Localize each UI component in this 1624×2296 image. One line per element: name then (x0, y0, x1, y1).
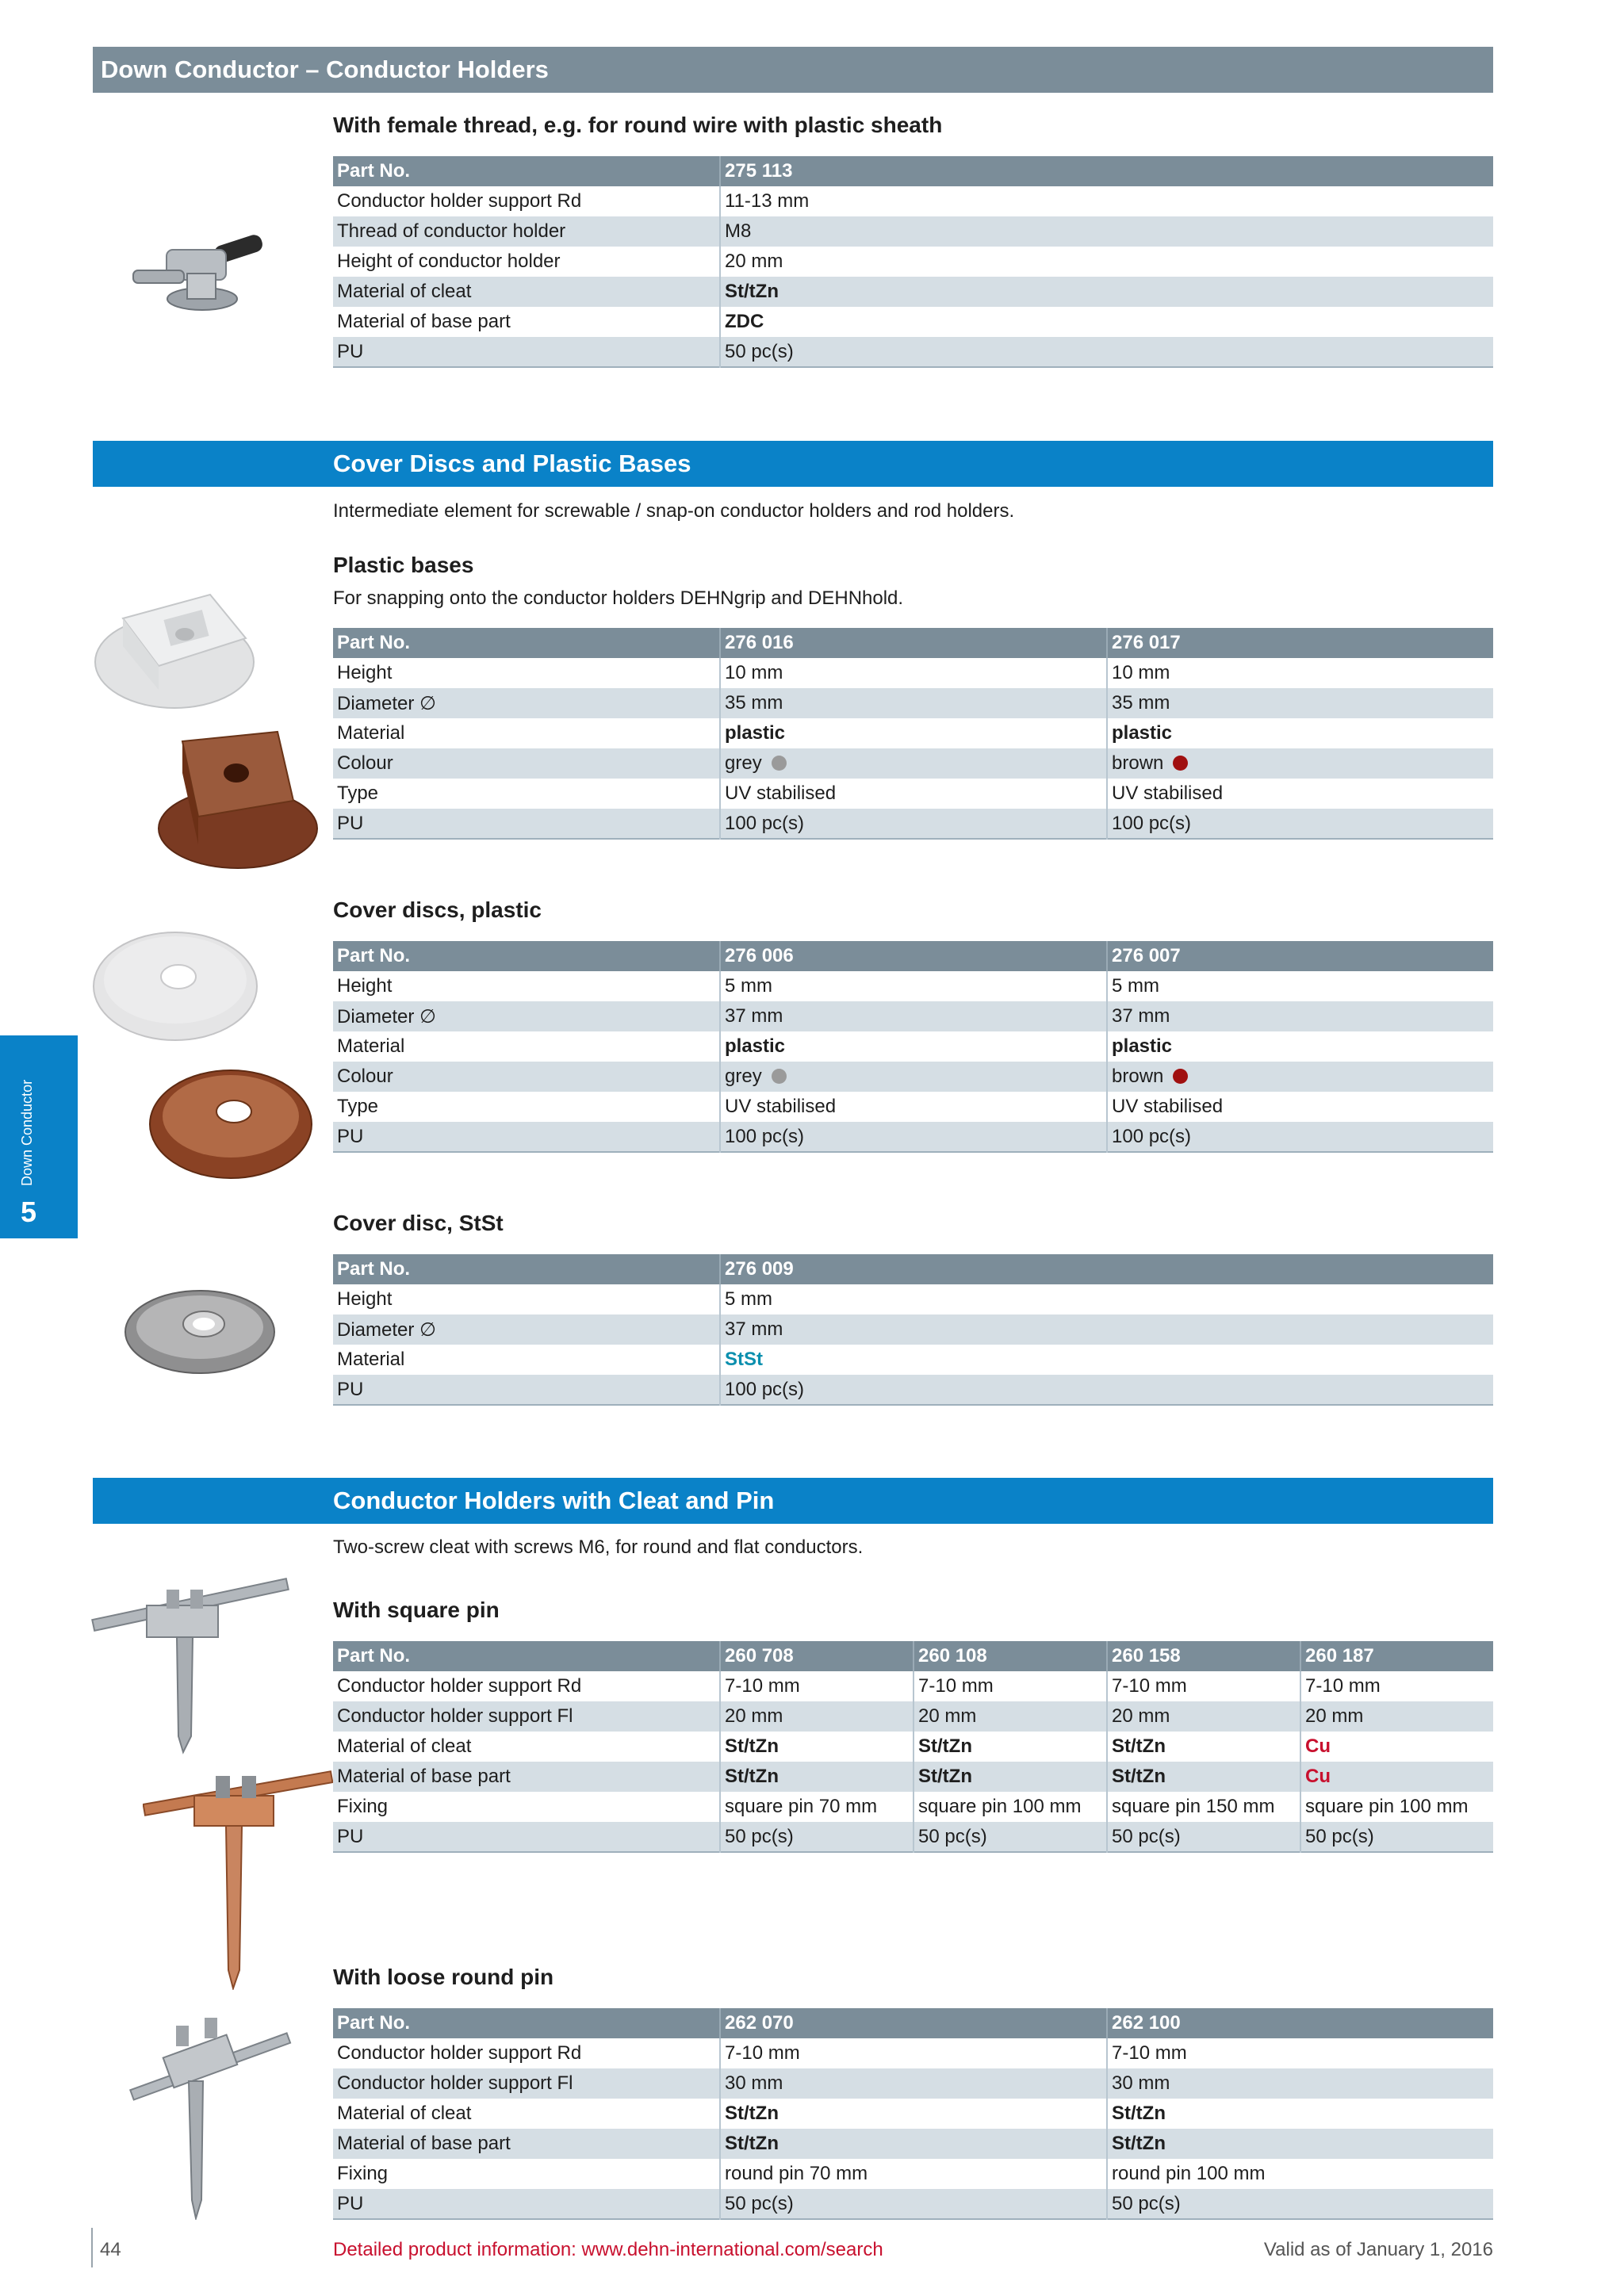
table-row (333, 307, 1493, 337)
row-value: 30 mm (1107, 2068, 1493, 2099)
table-head-row (333, 941, 1493, 971)
heading-cover-disc-stst: Cover disc, StSt (333, 1211, 504, 1235)
table-row (333, 1822, 1493, 1852)
row-value: St/tZn (914, 1762, 1107, 1792)
row-label: PU (333, 809, 720, 839)
row-value: 10 mm (720, 658, 1107, 688)
row-value: 7-10 mm (720, 2038, 1107, 2068)
row-label: Conductor holder support Rd (333, 2038, 720, 2068)
table-row (333, 216, 1493, 247)
table-head-row (333, 628, 1493, 658)
table-row (333, 1031, 1493, 1062)
row-value: 10 mm (1107, 658, 1493, 688)
conductor-holder-square-pin-zinc-image (91, 1550, 297, 1756)
row-value: 37 mm (720, 1314, 1493, 1345)
row-value: Cu (1300, 1732, 1493, 1762)
section-header-cover-discs: Cover Discs and Plastic Bases (93, 441, 1493, 487)
row-value: 5 mm (1107, 971, 1493, 1001)
row-value: UV stabilised (1107, 1092, 1493, 1122)
head-cell: Part No. (333, 156, 720, 186)
table-row (333, 1001, 1493, 1031)
footer-divider (91, 2228, 93, 2267)
table-row (333, 1345, 1493, 1375)
row-value: plastic (720, 718, 1107, 748)
plastic-base-brown-image (151, 725, 321, 872)
row-value: 37 mm (720, 1001, 1107, 1031)
row-label: Height (333, 658, 720, 688)
row-value (1107, 748, 1493, 779)
row-label: Height (333, 1284, 720, 1314)
table-row (333, 2068, 1493, 2099)
row-value: St/tZn (914, 1732, 1107, 1762)
row-label: Material of cleat (333, 277, 720, 307)
row-value: St/tZn (1107, 1762, 1300, 1792)
row-value: 20 mm (1107, 1701, 1300, 1732)
row-label: Type (333, 1092, 720, 1122)
table-row (333, 2159, 1493, 2189)
row-value: square pin 100 mm (914, 1792, 1107, 1822)
row-label: Height (333, 971, 720, 1001)
table-row (333, 1284, 1493, 1314)
row-value (720, 1062, 1107, 1092)
head-cell: Part No. (333, 1641, 720, 1671)
row-value (1107, 1062, 1493, 1092)
table-row (333, 1092, 1493, 1122)
row-value: 100 pc(s) (720, 1375, 1493, 1405)
row-value: 7-10 mm (720, 1671, 914, 1701)
table-row (333, 971, 1493, 1001)
head-cell: 260 158 (1107, 1641, 1300, 1671)
row-label: Conductor holder support Rd (333, 1671, 720, 1701)
table-loose-round-pin (333, 2008, 1493, 2220)
row-value: St/tZn (1107, 2099, 1493, 2129)
row-value: round pin 70 mm (720, 2159, 1107, 2189)
colour-text: brown (1112, 752, 1164, 774)
row-label: Conductor holder support Rd (333, 186, 720, 216)
table-row (333, 1792, 1493, 1822)
row-label: Diameter ∅ (333, 688, 720, 718)
row-value: 20 mm (720, 1701, 914, 1732)
row-value: 50 pc(s) (1300, 1822, 1493, 1852)
row-value: 7-10 mm (1107, 1671, 1300, 1701)
table-row (333, 247, 1493, 277)
row-label: Height of conductor holder (333, 247, 720, 277)
row-value: 11-13 mm (720, 186, 1493, 216)
table-row (333, 337, 1493, 367)
row-label: Material of cleat (333, 2099, 720, 2129)
section-header-cleat-and-pin: Conductor Holders with Cleat and Pin (93, 1478, 1493, 1524)
head-cell: 276 007 (1107, 941, 1493, 971)
table-row (333, 186, 1493, 216)
row-value: square pin 100 mm (1300, 1792, 1493, 1822)
row-label: Material (333, 1345, 720, 1375)
row-label: Material (333, 718, 720, 748)
row-label: Type (333, 779, 720, 809)
row-label: PU (333, 2189, 720, 2219)
chapter-label: Down Conductor (19, 1079, 35, 1186)
row-value: 100 pc(s) (1107, 1122, 1493, 1152)
row-value: 20 mm (720, 247, 1493, 277)
row-label: PU (333, 1375, 720, 1405)
row-value: plastic (720, 1031, 1107, 1062)
product-info-link[interactable]: Detailed product information: www.dehn-international.com/search (333, 2239, 883, 2260)
subtitle-female-thread: With female thread, e.g. for round wire with plastic sheath (333, 113, 943, 137)
head-cell: 276 009 (720, 1254, 1493, 1284)
row-label: PU (333, 337, 720, 367)
table-row (333, 1701, 1493, 1732)
row-value: 50 pc(s) (720, 1822, 914, 1852)
row-value: 50 pc(s) (1107, 1822, 1300, 1852)
row-label: PU (333, 1822, 720, 1852)
row-label: Material of base part (333, 2129, 720, 2159)
row-value: UV stabilised (720, 779, 1107, 809)
row-value: plastic (1107, 1031, 1493, 1062)
row-value (720, 748, 1107, 779)
conductor-holder-round-pin-image (127, 1998, 297, 2220)
row-label: Fixing (333, 1792, 720, 1822)
head-cell: 260 708 (720, 1641, 914, 1671)
colour-text: grey (725, 752, 762, 774)
head-cell: 262 070 (720, 2008, 1107, 2038)
row-value: St/tZn (720, 2099, 1107, 2129)
row-label: Diameter ∅ (333, 1001, 720, 1031)
row-value: 50 pc(s) (720, 2189, 1107, 2219)
table-row (333, 1314, 1493, 1345)
head-cell: 260 108 (914, 1641, 1107, 1671)
heading-cover-discs-plastic: Cover discs, plastic (333, 897, 542, 922)
table-row (333, 1375, 1493, 1405)
row-value: St/tZn (720, 277, 1493, 307)
table-plastic-bases (333, 628, 1493, 840)
row-value: 5 mm (720, 1284, 1493, 1314)
grey-dot-icon (772, 756, 787, 771)
row-value: UV stabilised (720, 1092, 1107, 1122)
row-value: Cu (1300, 1762, 1493, 1792)
row-value: M8 (720, 216, 1493, 247)
heading-loose-round-pin: With loose round pin (333, 1965, 554, 1989)
table-row (333, 2038, 1493, 2068)
head-cell: 262 100 (1107, 2008, 1493, 2038)
table-row (333, 1062, 1493, 1092)
table-row (333, 748, 1493, 779)
table-row (333, 658, 1493, 688)
head-cell: Part No. (333, 941, 720, 971)
conductor-holder-female-thread-image (127, 226, 278, 329)
head-cell: 276 016 (720, 628, 1107, 658)
row-value: 7-10 mm (1300, 1671, 1493, 1701)
row-label: Material of cleat (333, 1732, 720, 1762)
row-value: 35 mm (720, 688, 1107, 718)
brown-dot-icon (1173, 756, 1188, 771)
row-label: Material of base part (333, 307, 720, 337)
row-label: Colour (333, 748, 720, 779)
row-value: 20 mm (1300, 1701, 1493, 1732)
table-cover-discs-plastic (333, 941, 1493, 1153)
row-value: 100 pc(s) (1107, 809, 1493, 839)
table-cover-disc-stst (333, 1254, 1493, 1406)
heading-square-pin: With square pin (333, 1598, 500, 1622)
cover-disc-grey-image (91, 928, 262, 1043)
table-row (333, 2129, 1493, 2159)
row-value: square pin 150 mm (1107, 1792, 1300, 1822)
desc-plastic-bases: For snapping onto the conductor holders DEHNgrip and DEHNhold. (333, 587, 904, 609)
row-value: 50 pc(s) (720, 337, 1493, 367)
row-value: 7-10 mm (1107, 2038, 1493, 2068)
row-label: Material of base part (333, 1762, 720, 1792)
head-cell: Part No. (333, 2008, 720, 2038)
table-head-row (333, 2008, 1493, 2038)
intro-cleat-and-pin: Two-screw cleat with screws M6, for round and flat conductors. (333, 1536, 864, 1558)
row-value: 50 pc(s) (914, 1822, 1107, 1852)
table-row (333, 277, 1493, 307)
head-cell: 275 113 (720, 156, 1493, 186)
row-value: 35 mm (1107, 688, 1493, 718)
table-row (333, 1762, 1493, 1792)
row-value: St/tZn (720, 1762, 914, 1792)
grey-dot-icon (772, 1069, 787, 1084)
row-value: 5 mm (720, 971, 1107, 1001)
table-row (333, 718, 1493, 748)
row-value: UV stabilised (1107, 779, 1493, 809)
section-header-conductor-holders: Down Conductor – Conductor Holders (93, 47, 1493, 93)
head-cell: Part No. (333, 1254, 720, 1284)
row-value: 30 mm (720, 2068, 1107, 2099)
conductor-holder-square-pin-copper-image (143, 1752, 341, 1990)
row-value: 37 mm (1107, 1001, 1493, 1031)
heading-plastic-bases: Plastic bases (333, 553, 474, 577)
colour-text: brown (1112, 1066, 1164, 1087)
table-row (333, 809, 1493, 839)
row-value: St/tZn (1107, 2129, 1493, 2159)
row-value: 50 pc(s) (1107, 2189, 1493, 2219)
colour-text: grey (725, 1066, 762, 1087)
brown-dot-icon (1173, 1069, 1188, 1084)
table-row (333, 2099, 1493, 2129)
row-label: Conductor holder support Fl (333, 2068, 720, 2099)
validity-note: Valid as of January 1, 2016 (1263, 2239, 1493, 2260)
row-value: plastic (1107, 718, 1493, 748)
row-value: StSt (720, 1345, 1493, 1375)
row-label: Material (333, 1031, 720, 1062)
row-value: St/tZn (720, 1732, 914, 1762)
row-value: 7-10 mm (914, 1671, 1107, 1701)
row-value: ZDC (720, 307, 1493, 337)
table-head-row (333, 1254, 1493, 1284)
cover-disc-brown-image (147, 1062, 317, 1181)
row-label: Fixing (333, 2159, 720, 2189)
table-275113 (333, 156, 1493, 368)
row-label: Conductor holder support Fl (333, 1701, 720, 1732)
row-label: Colour (333, 1062, 720, 1092)
row-value: 100 pc(s) (720, 1122, 1107, 1152)
table-square-pin (333, 1641, 1493, 1853)
chapter-side-tab[interactable] (0, 1035, 78, 1238)
row-value: square pin 70 mm (720, 1792, 914, 1822)
table-row (333, 779, 1493, 809)
cover-disc-stst-image (123, 1284, 278, 1376)
head-cell: 276 006 (720, 941, 1107, 971)
row-label: Thread of conductor holder (333, 216, 720, 247)
row-value: round pin 100 mm (1107, 2159, 1493, 2189)
intro-cover-discs: Intermediate element for screwable / snap-on conductor holders and rod holders. (333, 500, 1015, 522)
plastic-base-grey-image (91, 571, 262, 718)
row-value: St/tZn (1107, 1732, 1300, 1762)
head-cell: 260 187 (1300, 1641, 1493, 1671)
head-cell: 276 017 (1107, 628, 1493, 658)
table-head-row (333, 156, 1493, 186)
table-row (333, 688, 1493, 718)
table-row (333, 1732, 1493, 1762)
row-value: 20 mm (914, 1701, 1107, 1732)
table-head-row (333, 1641, 1493, 1671)
row-value: 100 pc(s) (720, 809, 1107, 839)
table-row (333, 2189, 1493, 2219)
row-value: St/tZn (720, 2129, 1107, 2159)
table-row (333, 1122, 1493, 1152)
row-label: Diameter ∅ (333, 1314, 720, 1345)
table-row (333, 1671, 1493, 1701)
head-cell: Part No. (333, 628, 720, 658)
page-number: 44 (100, 2239, 121, 2260)
chapter-number: 5 (21, 1196, 37, 1228)
row-label: PU (333, 1122, 720, 1152)
